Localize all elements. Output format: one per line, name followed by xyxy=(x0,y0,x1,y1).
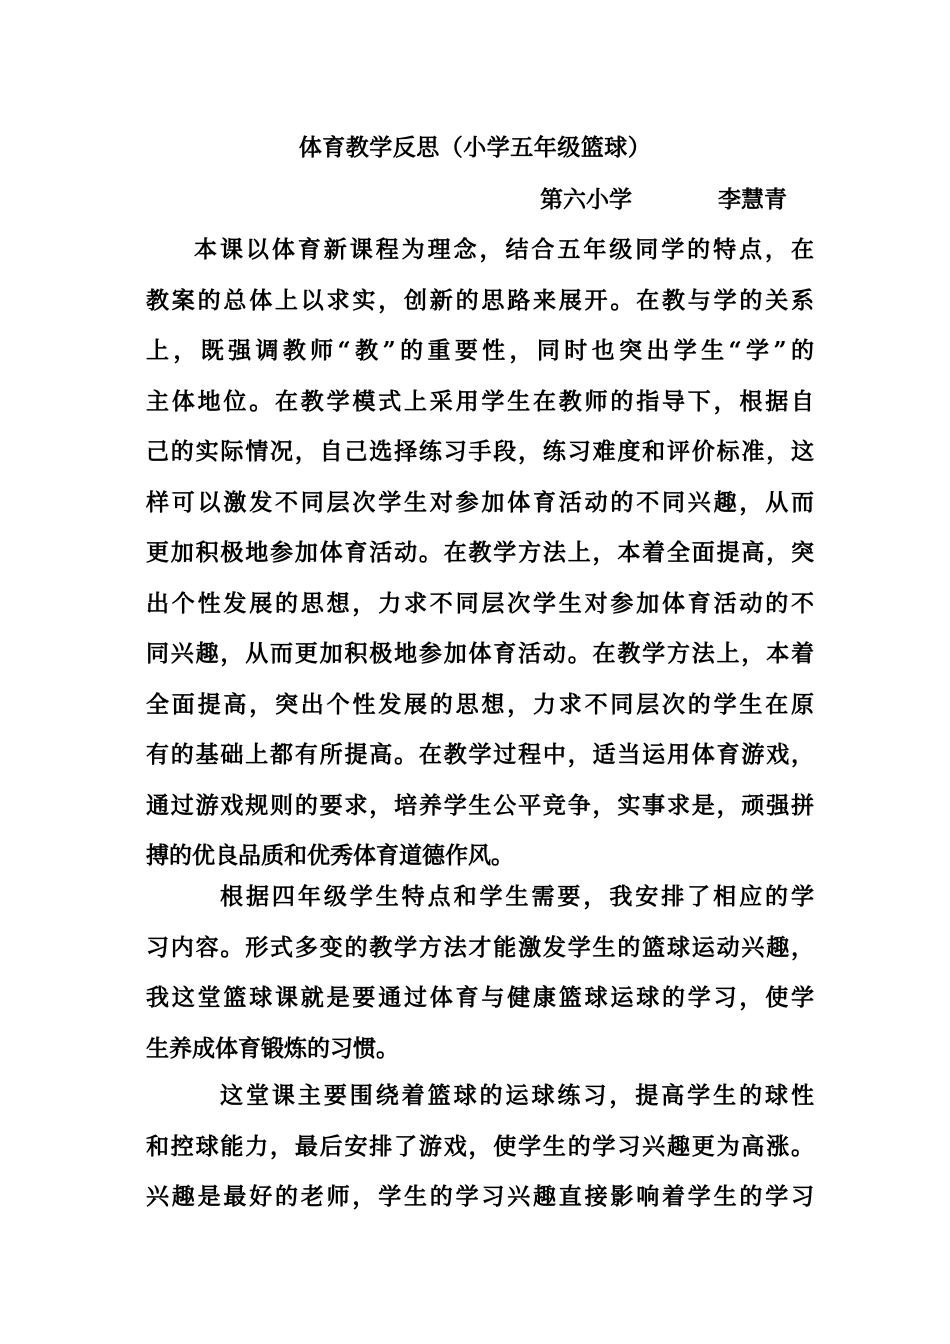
paragraph-line: 有的基础上都有所提高。在教学过程中，适当运用体育游戏， xyxy=(146,741,814,768)
paragraph-line: 通过游戏规则的要求，培养学生公平竞争，实事求是，顽强拼 xyxy=(146,791,814,819)
paragraph-line: 我这堂篮球课就是要通过体育与健康篮球运球的学习，使学 xyxy=(146,984,814,1011)
paragraph-line: 教案的总体上以求实，创新的思路来展开。在教与学的关系 xyxy=(146,286,814,314)
paragraph-line: 和控球能力，最后安排了游戏，使学生的学习兴趣更为高涨。 xyxy=(146,1132,814,1160)
paragraph-line: 根据四年级学生特点和学生需要，我安排了相应的学 xyxy=(220,883,814,910)
author-name: 李慧青 xyxy=(718,186,787,213)
document-title: 体育教学反思（小学五年级篮球） xyxy=(298,134,652,161)
paragraph-1 xyxy=(146,225,814,882)
paragraph-line: 主体地位。在教学模式上采用学生在教师的指导下，根据自 xyxy=(146,387,814,415)
paragraph-line: 兴趣是最好的老师，学生的学习兴趣直接影响着学生的学习 xyxy=(146,1183,814,1210)
paragraph-line: 同兴趣，从而更加积极地参加体育活动。在教学方法上，本着 xyxy=(146,640,814,667)
paragraph-line: 更加积极地参加体育活动。在教学方法上，本着全面提高，突 xyxy=(146,539,814,566)
paragraph-2 xyxy=(146,872,814,1074)
paragraph-3 xyxy=(146,1071,814,1223)
paragraph-line: 本课以体育新课程为理念，结合五年级同学的特点，在 xyxy=(194,236,814,263)
paragraph-line: 样可以激发不同层次学生对参加体育活动的不同兴趣，从而 xyxy=(146,488,814,516)
paragraph-line: 搏的优良品质和优秀体育道德作风。 xyxy=(146,842,514,869)
paragraph-line: 己的实际情况，自己选择练习手段，练习难度和评价标准，这 xyxy=(146,438,814,465)
paragraph-line: 习内容。形式多变的教学方法才能激发学生的篮球运动兴趣， xyxy=(146,933,814,961)
paragraph-line: 生养成体育锻炼的习惯。 xyxy=(146,1034,399,1062)
school-name: 第六小学 xyxy=(540,186,632,213)
paragraph-line: 这堂课主要围绕着篮球的运球练习，提高学生的球性 xyxy=(220,1082,814,1109)
paragraph-line: 上，既强调教师“教”的重要性，同时也突出学生“学”的 xyxy=(146,337,814,364)
byline xyxy=(540,180,787,220)
paragraph-line: 全面提高，突出个性发展的思想，力求不同层次的学生在原 xyxy=(146,690,814,718)
paragraph-line: 出个性发展的思想，力求不同层次学生对参加体育活动的不 xyxy=(146,589,814,617)
